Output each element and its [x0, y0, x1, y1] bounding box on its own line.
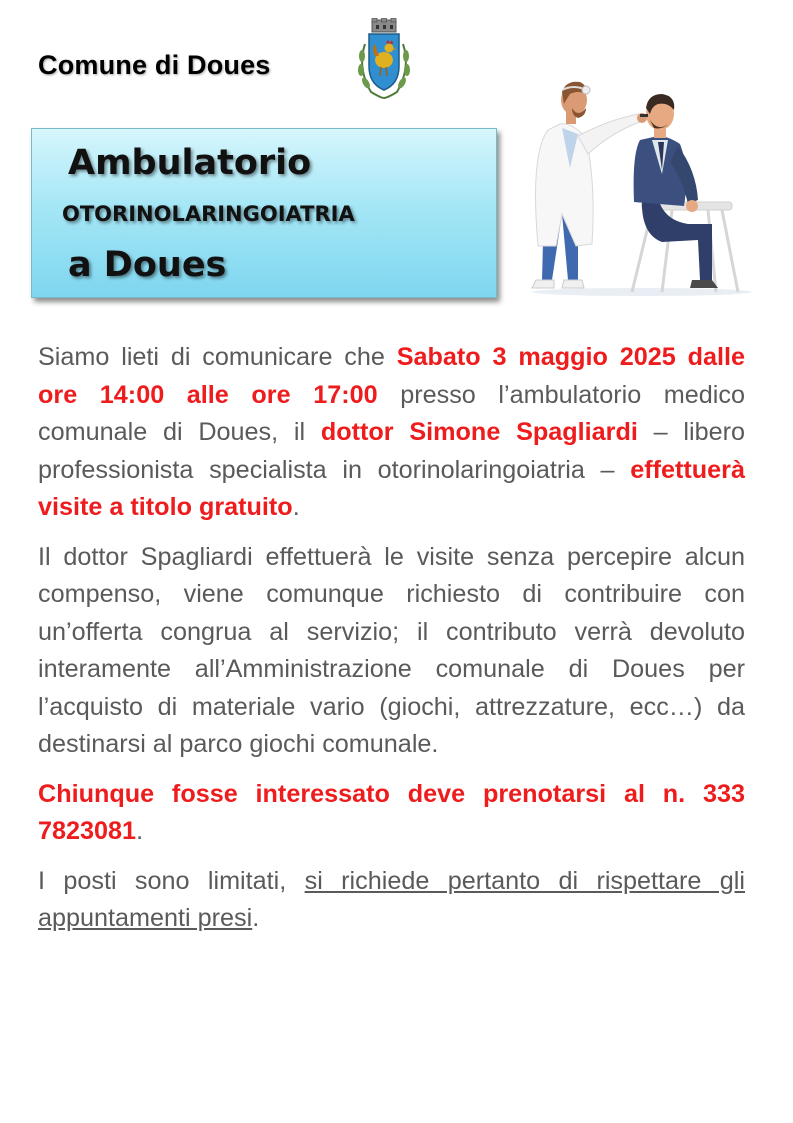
appointment-notice: si richiede pertanto di rispettare gli appuntamenti presi [38, 866, 745, 932]
text-location: presso l’ambulatorio medico comunale di Doues, il [38, 380, 745, 446]
paragraph-limited [38, 863, 745, 938]
date-time: Sabato 3 maggio 2025 dalle ore 14:00 alle ore 17:00 [38, 343, 745, 409]
text-period: . [136, 817, 144, 845]
body-text [38, 339, 745, 950]
doctor-name: dottor Simone Spagliardi [320, 418, 638, 446]
booking-phone: Chiunque fosse interessato deve prenotarsi al n. 333 7823081 [38, 779, 745, 845]
paragraph-booking [38, 776, 745, 851]
coat-of-arms-icon [353, 18, 415, 104]
text-period: . [292, 493, 300, 521]
municipality-name: Comune di Doues [38, 50, 271, 80]
title-box [31, 128, 497, 298]
text-limited: I posti sono limitati, [38, 866, 305, 895]
text-specialty: – libero professionista specialista in otorinolaringoiatria – [38, 418, 745, 484]
title-line-3: a Doues [68, 245, 227, 285]
text-intro: Siamo lieti di comunicare che [38, 343, 397, 371]
paragraph-announcement [38, 339, 745, 527]
header [38, 50, 271, 81]
text-period: . [252, 904, 260, 932]
paragraph-contribution: Il dottor Spagliardi effettuerà le visite senza percepire alcun compenso, viene comunque richiesto di contribuire con un’offerta congrua al servizio; il contributo verrà devoluto interamente all’Amministrazione comunale di Doues per l’acquisto di materiale vario (giochi, attrezzature, ecc…) da destinarsi al parco giochi comunale. [38, 542, 745, 758]
title-line-1: Ambulatorio [68, 143, 312, 183]
doctor-examining-patient-icon [512, 74, 752, 298]
free-visits: effettuerà visite a titolo gratuito [38, 455, 745, 521]
title-line-2: OTORINOLARINGOIATRIA [62, 202, 355, 226]
